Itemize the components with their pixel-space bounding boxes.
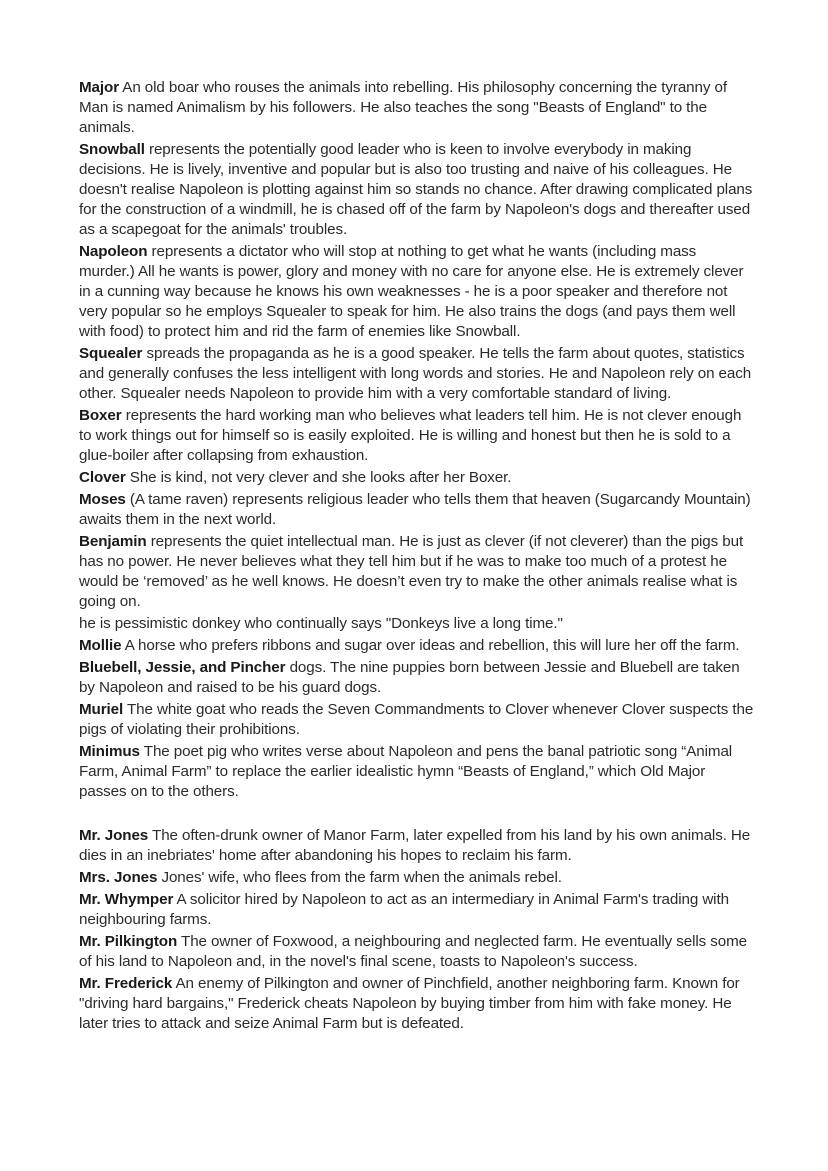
character-name: Muriel [79,701,124,718]
character-entry [79,700,755,740]
character-name: Moses [79,491,126,508]
character-description: spreads the propaganda as he is a good speaker. He tells the farm about quotes, statistics and generally confuses the less intelligent with long words and stories. He and Napoleon rely on each other. Squealer needs Napoleon to provide him with a very comfortable standard of living. [79,345,752,402]
character-entry [79,406,755,466]
character-name: Snowball [79,141,145,158]
document-page [79,78,755,1036]
animal-characters-section [79,78,755,802]
section-gap [79,804,755,826]
character-entry [79,140,755,240]
character-name: Mr. Jones [79,827,149,844]
character-description: The white goat who reads the Seven Commandments to Clover whenever Clover suspects the pigs of violating their prohibitions. [79,701,754,738]
character-name: Mr. Frederick [79,975,173,992]
character-name: Napoleon [79,243,148,260]
character-description: represents the potentially good leader who is keen to involve everybody in making decisions. He is lively, inventive and popular but is also too trusting and naive of his colleagues. He doesn't realise Napoleon is plotting against him so stands no chance. After drawing complicated plans for the construction of a windmill, he is chased off of the farm by Napoleon's dogs and thereafter used as a scapegoat for the animals' troubles. [79,141,753,238]
character-name: Clover [79,469,126,486]
character-name: Minimus [79,743,140,760]
character-entry [79,742,755,802]
character-description: represents the hard working man who believes what leaders tell him. He is not clever enough to work things out for himself so is easily exploited. He is willing and honest but then he is sold to a glue-boiler after collapsing from exhaustion. [79,407,742,464]
character-name: Major [79,79,120,96]
character-description: The often-drunk owner of Manor Farm, later expelled from his land by his own animals. He dies in an inebriates' home after abandoning his hopes to reclaim his farm. [79,827,751,864]
character-description: An old boar who rouses the animals into rebelling. His philosophy concerning the tyranny of Man is named Animalism by his followers. He also teaches the song "Beasts of England" to the animals. [79,79,727,136]
character-name: Boxer [79,407,122,424]
character-entry [79,242,755,342]
character-entry [79,468,755,488]
character-name: Bluebell, Jessie, and Pincher [79,659,286,676]
character-description: represents a dictator who will stop at nothing to get what he wants (including mass murder.) All he wants is power, glory and money with no care for anyone else. He is extremely clever in a cunning way because he knows his own weaknesses - he is a poor speaker and therefore not very popular so he employs Squealer to speak for him. He also trains the dogs (and pays them well with food) to protect him and rid the farm of enemies like Snowball. [79,243,744,340]
character-name: Mr. Pilkington [79,933,178,950]
character-description: She is kind, not very clever and she looks after her Boxer. [129,469,512,486]
character-description: (A tame raven) represents religious leader who tells them that heaven (Sugarcandy Mountain) awaits them in the next world. [79,491,751,528]
character-description: A solicitor hired by Napoleon to act as an intermediary in Animal Farm's trading with neighbouring farms. [79,891,729,928]
human-characters-section [79,826,755,1034]
character-description: The owner of Foxwood, a neighbouring and neglected farm. He eventually sells some of his land to Napoleon and, in the novel's final scene, toasts to Napoleon's success. [79,933,748,970]
character-name: Mrs. Jones [79,869,158,886]
character-description: dogs. The nine puppies born between Jessie and Bluebell are taken by Napoleon and raised to be his guard dogs. [79,659,740,696]
character-entry [79,868,755,888]
character-description: An enemy of Pilkington and owner of Pinchfield, another neighboring farm. Known for "driving hard bargains," Frederick cheats Napoleon by buying timber from him with fake money. He later tries to attack and seize Animal Farm but is defeated. [79,975,740,1032]
character-entry [79,614,755,634]
character-entry [79,532,755,612]
character-name: Squealer [79,345,143,362]
character-entry [79,490,755,530]
character-entry [79,78,755,138]
character-name: Mr. Whymper [79,891,174,908]
character-description: The poet pig who writes verse about Napoleon and pens the banal patriotic song “Animal Farm, Animal Farm” to replace the earlier idealistic hymn “Beasts of England,” which Old Major passes on to the others. [79,743,733,800]
character-entry [79,974,755,1034]
character-description: Jones' wife, who flees from the farm when the animals rebel. [161,869,562,886]
character-description: represents the quiet intellectual man. He is just as clever (if not cleverer) than the pigs but has no power. He never believes what they tell him but if he was to make too much of a protest he would be ‘removed’ as he well knows. He doesn’t even try to make the other animals realise what is going on. [79,533,744,610]
character-description: he is pessimistic donkey who continually says "Donkeys live a long time." [79,615,563,632]
character-entry [79,890,755,930]
character-entry [79,932,755,972]
character-entry [79,344,755,404]
character-entry [79,636,755,656]
character-description: A horse who prefers ribbons and sugar over ideas and rebellion, this will lure her off the farm. [124,637,740,654]
character-entry [79,826,755,866]
character-name: Mollie [79,637,122,654]
character-entry [79,658,755,698]
character-name: Benjamin [79,533,147,550]
